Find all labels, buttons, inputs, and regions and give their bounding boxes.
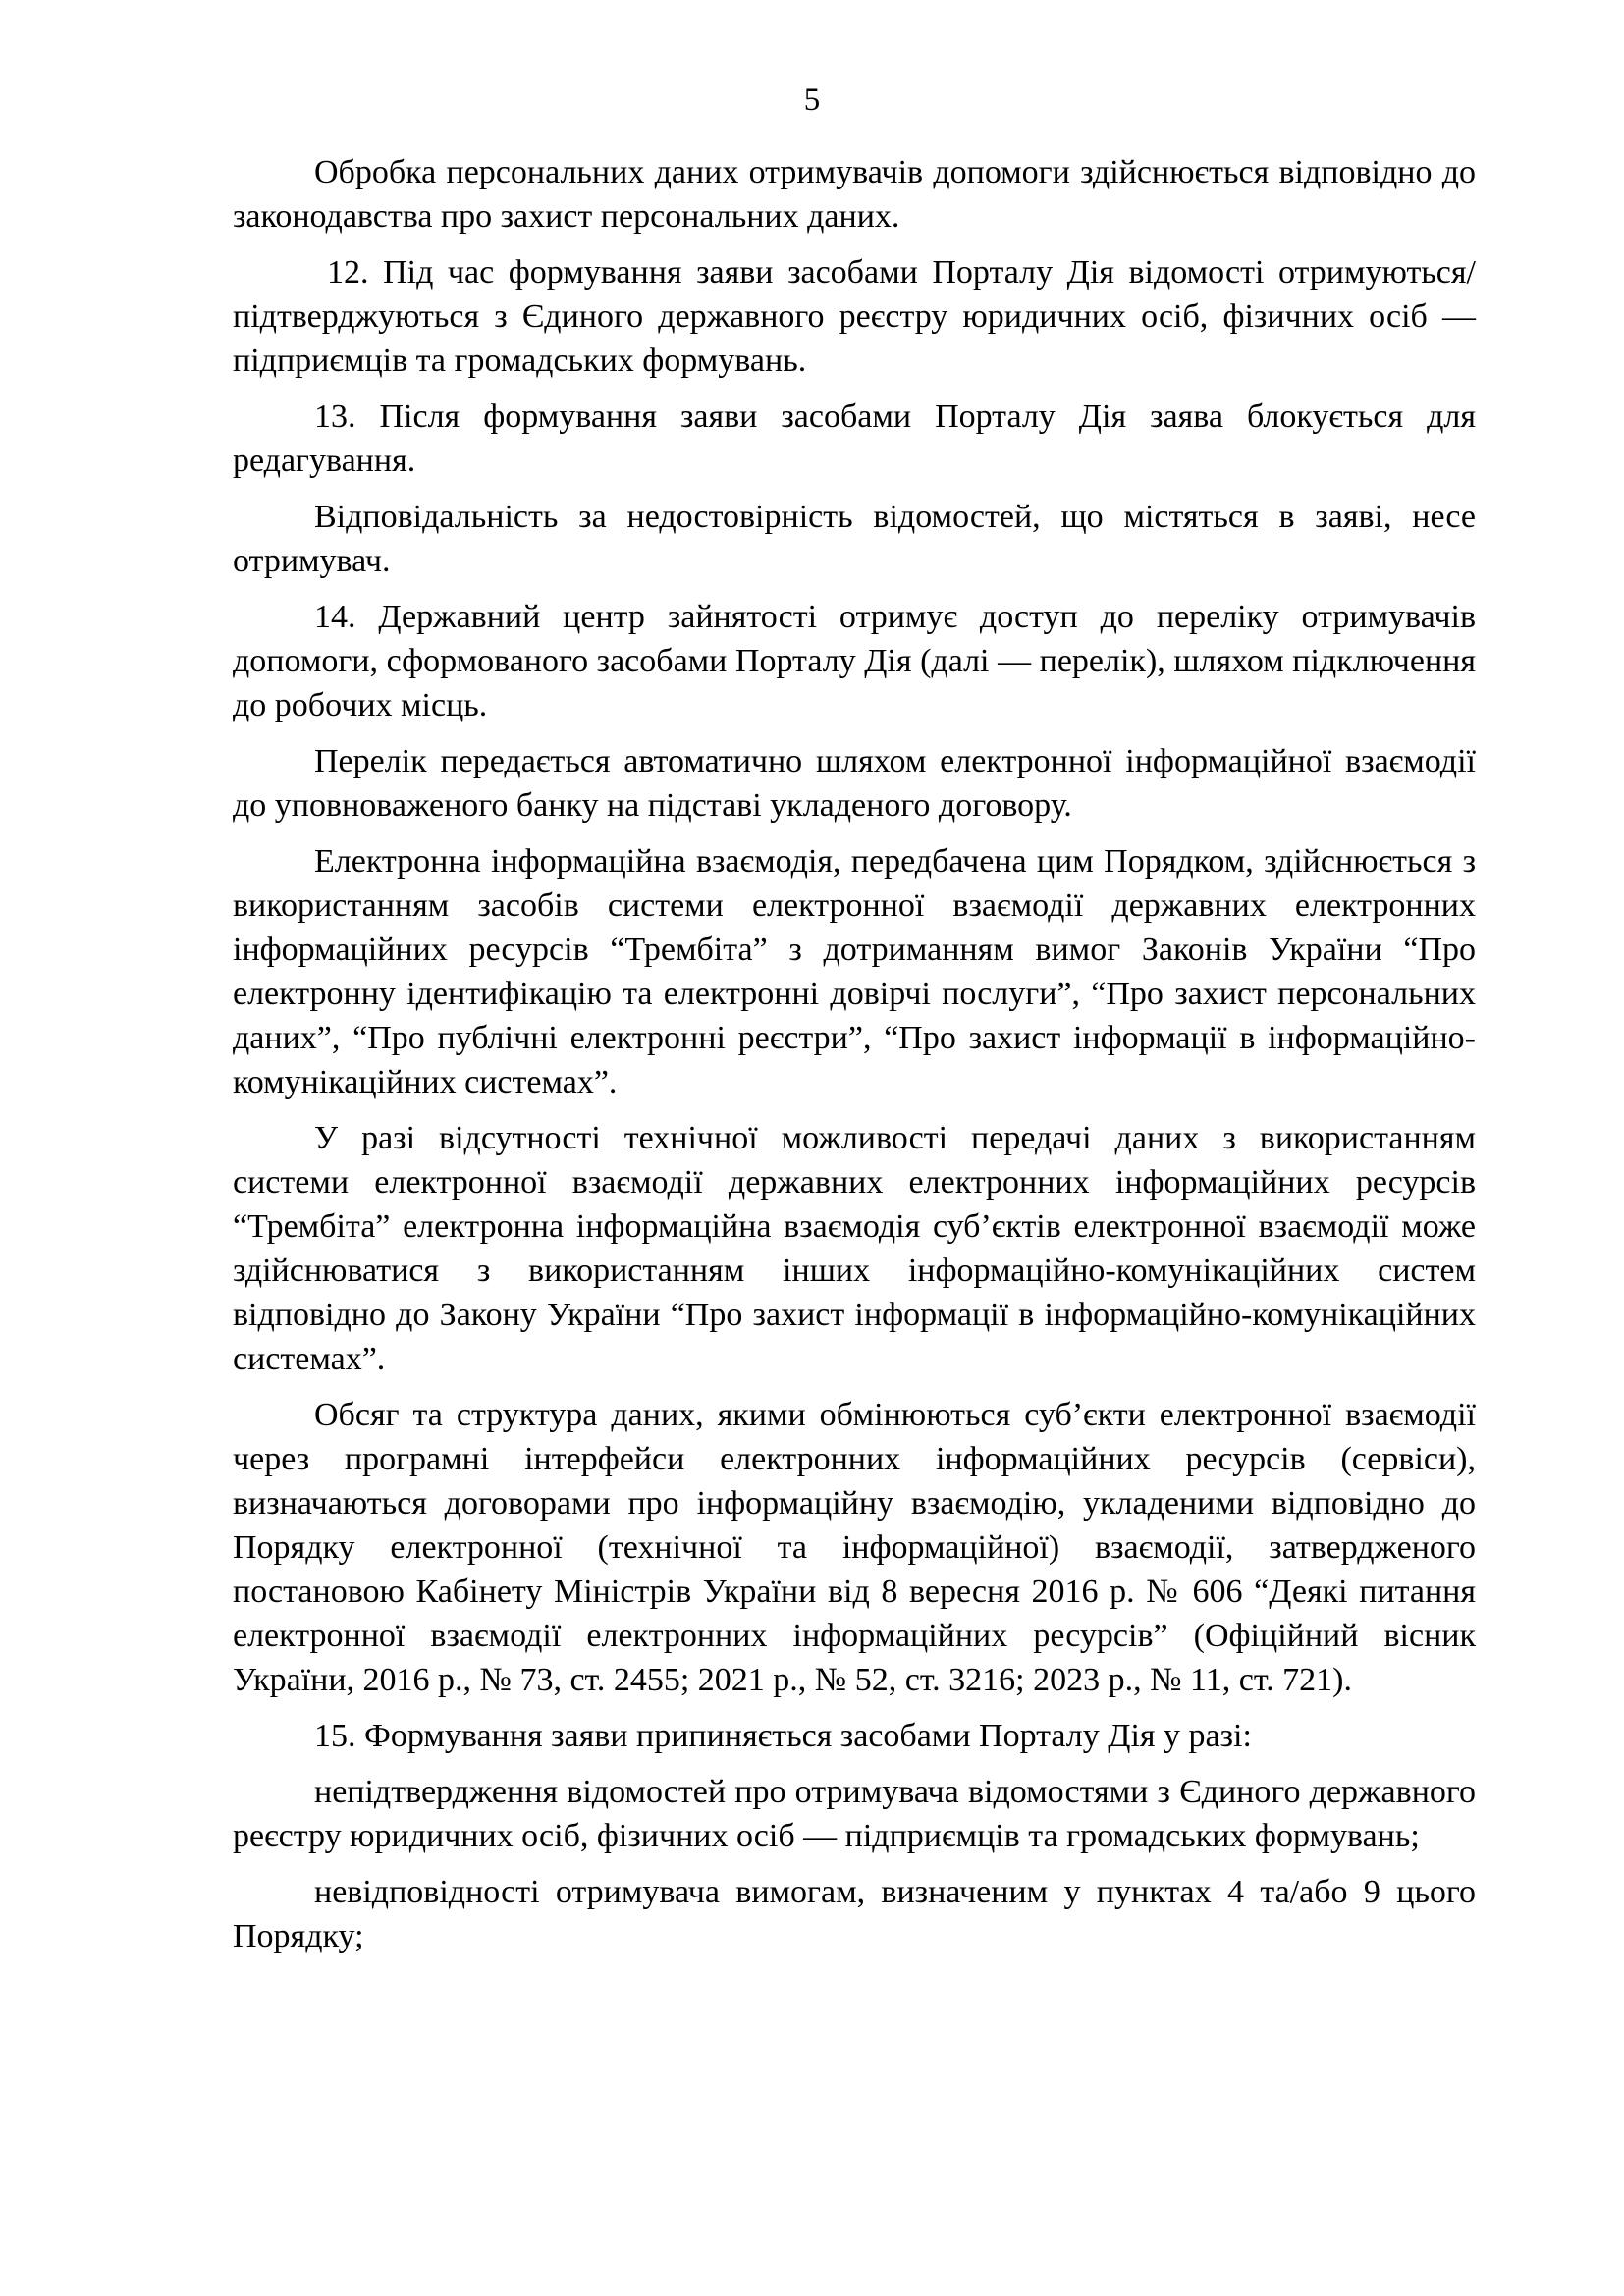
paragraph-item-13: 13. Після формування заяви засобами Порталу Дія заява блокується для редагування. <box>233 399 1476 479</box>
paragraph-non-compliance: невідповідності отримувача вимогам, визначеним у пунктах 4 та/або 9 цього Порядку; <box>233 1874 1476 1954</box>
paragraph-no-technical-possibility: У разі відсутності технічної можливості передачі даних з використанням системи електронної взаємодії державних електронних інформаційних ресурсів “Трембіта” електронна інформаційна взаємодія суб’єктів електронної взаємодії може здійснюватися з використанням інших інформаційно-комунікаційних систем відповідно до Закону України “Про захист інформації в інформаційно-комунікаційних системах”. <box>233 1120 1476 1377</box>
paragraph-electronic-interaction: Електронна інформаційна взаємодія, передбачена цим Порядком, здійснюється з використанням засобів системи електронної взаємодії державних електронних інформаційних ресурсів “Трембіта” з дотриманням вимог Законів України “Про електронну ідентифікацію та електронні довірчі послуги”, “Про захист персональних даних”, “Про публічні електронні реєстри”, “Про захист інформації в інформаційно-комунікаційних системах”. <box>233 843 1476 1100</box>
page-number: 5 <box>803 82 821 118</box>
paragraph-item-12: 12. Під час формування заяви засобами Порталу Дія відомості отримуються/підтверджуються з Єдиного державного реєстру юридичних осіб, фізичних осіб — підприємців та громадських формувань. <box>233 254 1476 379</box>
paragraph-data-scope: Обсяг та структура даних, якими обмінюються суб’єкти електронної взаємодії через програмні інтерфейси електронних інформаційних ресурсів (сервіси), визначаються договорами про інформаційну взаємодію, укладеними відповідно до Порядку електронної (технічної та інформаційної) взаємодії, затвердженого постановою Кабінету Міністрів України від 8 вересня 2016 р. № 606 “Деякі питання електронної взаємодії електронних інформаційних ресурсів” (Офіційний вісник України, 2016 р., № 73, ст. 2455; 2021 р., № 52, ст. 3216; 2023 р., № 11, ст. 721). <box>233 1397 1476 1698</box>
paragraph-non-confirmation: непідтвердження відомостей про отримувача відомостями з Єдиного державного реєстру юридичних осіб, фізичних осіб — підприємців та громадських формувань; <box>233 1774 1476 1854</box>
paragraph-personal-data: Обробка персональних даних отримувачів допомоги здійснюється відповідно до законодавства про захист персональних даних. <box>233 154 1476 235</box>
paragraph-item-15: 15. Формування заяви припиняється засобами Порталу Дія у разі: <box>314 1718 1252 1754</box>
paragraph-responsibility: Відповідальність за недостовірність відомостей, що містяться в заяві, несе отримувач. <box>233 499 1476 579</box>
paragraph-list-transfer: Перелік передається автоматично шляхом електронної інформаційної взаємодії до уповноваженого банку на підставі укладеного договору. <box>233 743 1476 824</box>
paragraph-item-14: 14. Державний центр зайнятості отримує доступ до переліку отримувачів допомоги, сформованого засобами Порталу Дія (далі — перелік), шляхом підключення до робочих місць. <box>233 599 1476 723</box>
document-body <box>233 150 1476 1970</box>
